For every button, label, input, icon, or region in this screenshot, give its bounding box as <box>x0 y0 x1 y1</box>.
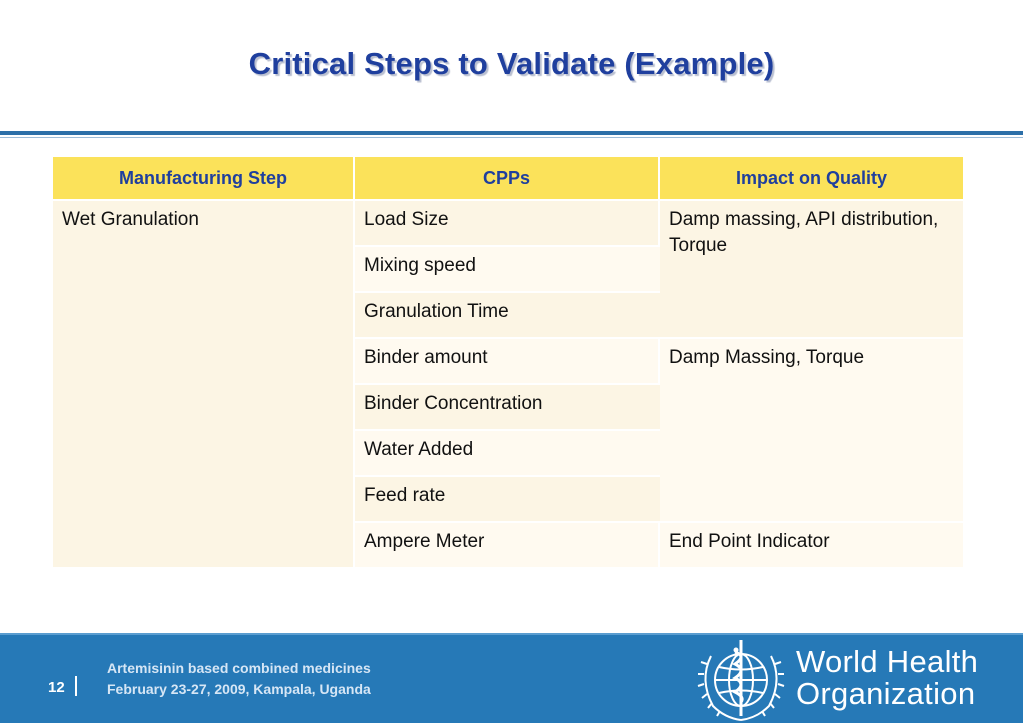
header-cpps: CPPs <box>355 157 660 201</box>
header-manufacturing-step: Manufacturing Step <box>53 157 355 201</box>
cpp-cell <box>355 523 660 569</box>
who-emblem-icon <box>695 634 787 723</box>
slide-title: Critical Steps to Validate (Example) <box>248 46 775 81</box>
table-row <box>53 201 963 247</box>
cpp-text: Ampere Meter <box>364 531 485 552</box>
cpp-cell <box>355 339 660 385</box>
cpp-cell <box>355 431 660 477</box>
impact-text: End Point Indicator <box>669 531 830 552</box>
critical-steps-table <box>53 157 963 569</box>
cpp-text: Binder amount <box>364 347 488 368</box>
page-number-separator <box>75 676 77 696</box>
cpp-text: Load Size <box>364 209 449 230</box>
header-impact-on-quality: Impact on Quality <box>660 157 963 201</box>
table-header-row <box>53 157 963 201</box>
impact-cell <box>660 523 963 569</box>
title-divider-thin <box>0 137 1023 138</box>
page-number: 12 <box>48 679 65 696</box>
cpp-text: Granulation Time <box>364 301 509 322</box>
cpp-cell <box>355 477 660 523</box>
step-cell <box>53 201 355 569</box>
conference-details: February 23-27, 2009, Kampala, Uganda <box>107 681 371 697</box>
impact-cell <box>660 339 963 523</box>
step-text: Wet Granulation <box>62 209 199 230</box>
who-logo-line1: World Health <box>796 644 979 679</box>
title-divider <box>0 131 1023 135</box>
impact-text: Damp Massing, Torque <box>669 347 865 368</box>
impact-text: Damp massing, API distribution, Torque <box>669 209 939 256</box>
impact-cell <box>660 201 963 339</box>
conference-title: Artemisinin based combined medicines <box>107 660 371 676</box>
who-logo-line2: Organization <box>796 676 976 711</box>
cpp-cell <box>355 201 660 247</box>
cpp-text: Water Added <box>364 439 474 460</box>
footer-top-line <box>0 633 1023 635</box>
cpp-text: Mixing speed <box>364 255 476 276</box>
cpp-cell <box>355 385 660 431</box>
cpp-cell <box>355 247 660 293</box>
cpp-text: Binder Concentration <box>364 393 543 414</box>
cpp-cell <box>355 293 660 339</box>
cpp-text: Feed rate <box>364 485 446 506</box>
